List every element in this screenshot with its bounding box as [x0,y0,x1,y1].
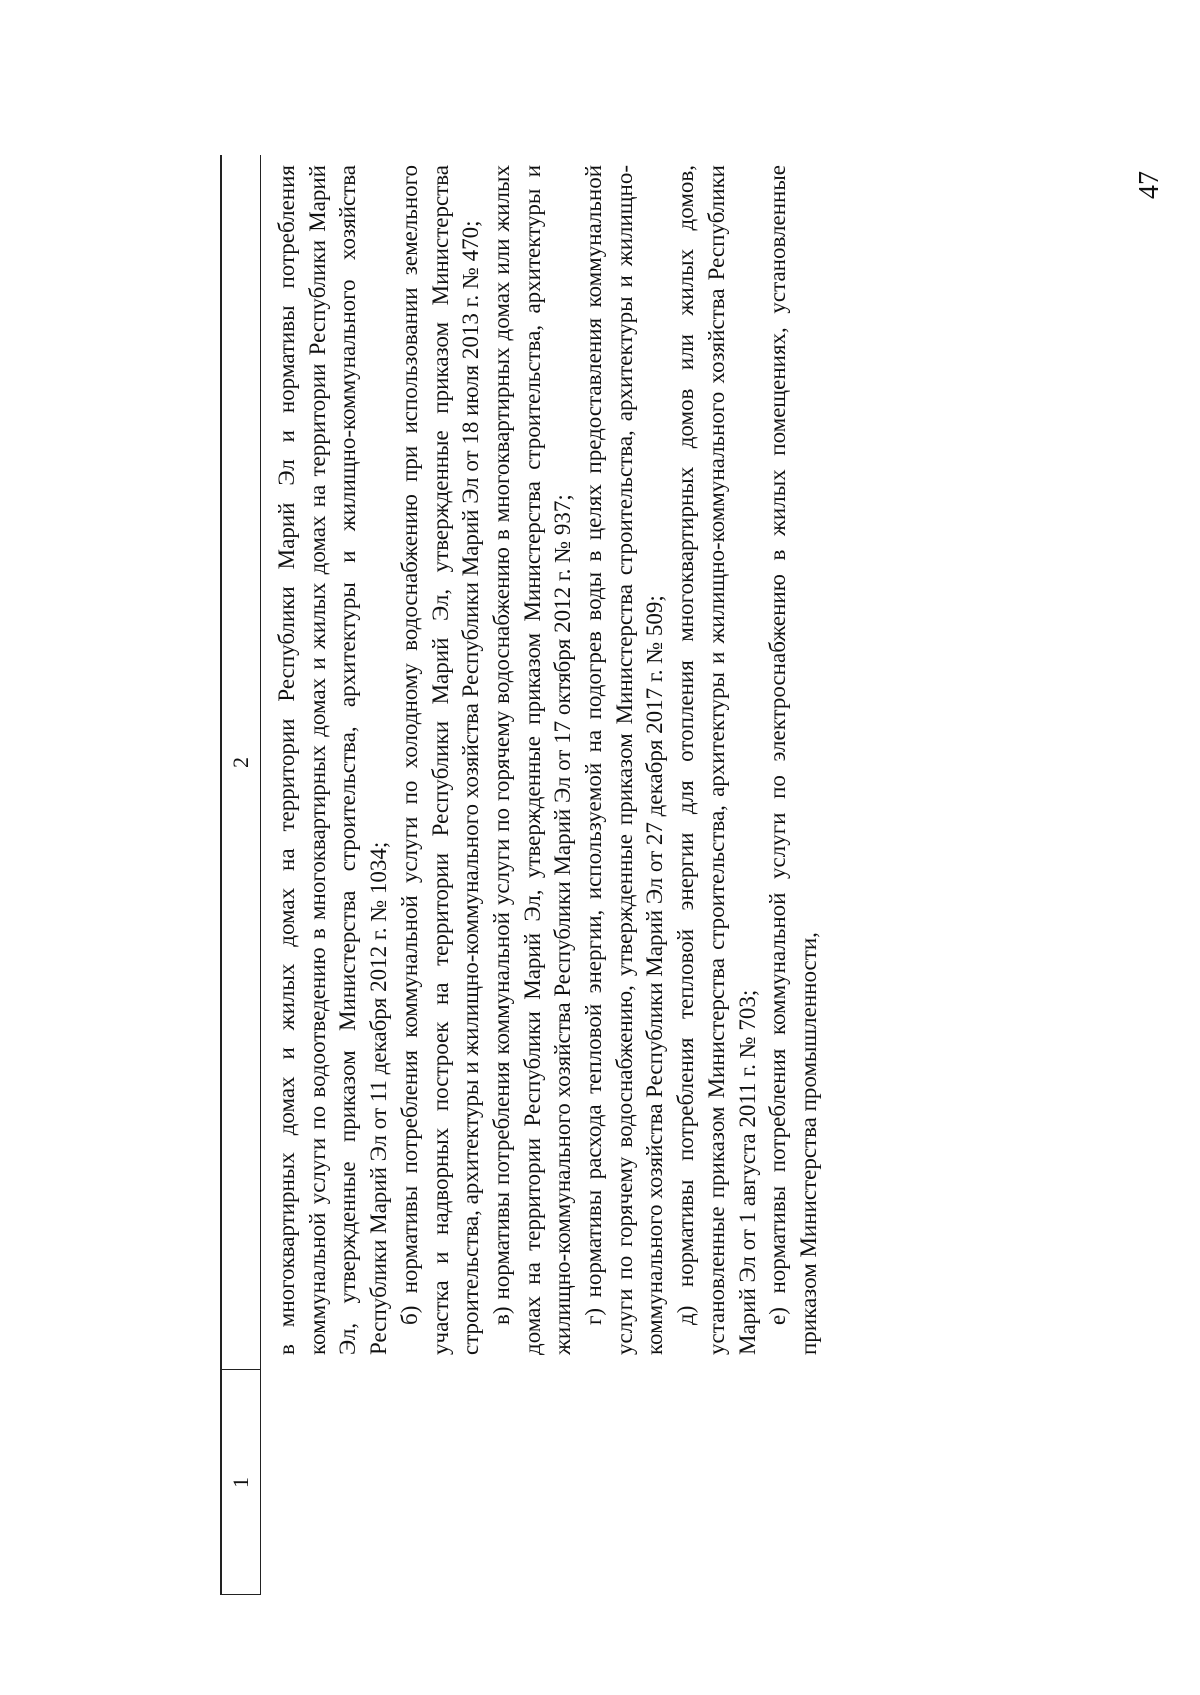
paragraph: в многоквартирных домах и жилых домах на территории Республики Марий Эл и нормативы потребления коммунальной услуги по водоотведению в многоквартирных домах и жилых домах на территории Республики Марий Эл, утвержденные приказом Министерства строительства, архитектуры и жилищно-коммунального хозяйства Республики Марий Эл от 11 декабря 2012 г. № 1034; [274,165,392,1355]
column-2-body [272,165,825,1355]
table-top-border [220,155,222,1595]
paragraph: е) нормативы потребления коммунальной услуги по электроснабжению в жилых помещениях, установленные приказом Министерства промышленности, [765,165,821,1355]
column-header-2: 2 [228,757,253,768]
column-header-1: 1 [228,1477,253,1488]
table-header-border [260,155,261,1595]
paragraph: б) нормативы потребления коммунальной услуги по холодному водоснабжению при использовании земельного участка и надворных построек на территории Республики Марий Эл, утвержденные приказом Министерства строительства, архитектуры и жилищно-коммунального хозяйства Республики Марий Эл от 18 июля 2013 г. № 470; [396,165,484,1355]
paragraph: д) нормативы потребления тепловой энергии для отопления многоквартирных домов или жилых домов, установленные приказом Министерства строительства, архитектуры и жилищно-коммунального хозяйства Республики Марий Эл от 1 августа 2011 г. № 703; [673,165,760,1355]
paragraph: г) нормативы расхода тепловой энергии, используемой на подогрев воды в целях предоставления коммунальной услуги по горячему водоснабжению, утвержденные приказом Министерства строительства, архитектуры и жилищно-коммунального хозяйства Республики Марий Эл от 27 декабря 2017 г. № 509; [581,165,668,1355]
table [220,155,1200,1595]
paragraph: в) нормативы потребления коммунальной услуги по горячему водоснабжению в многоквартирных домах или жилых домах на территории Республики Марий Эл, утвержденные приказом Министерства строительства, архитектуры и жилищно-коммунального хозяйства Республики Марий Эл от 17 октября 2012 г. № 937; [488,165,576,1355]
rotated-sheet [220,155,1200,1595]
page-number: 47 [1134,171,1165,199]
